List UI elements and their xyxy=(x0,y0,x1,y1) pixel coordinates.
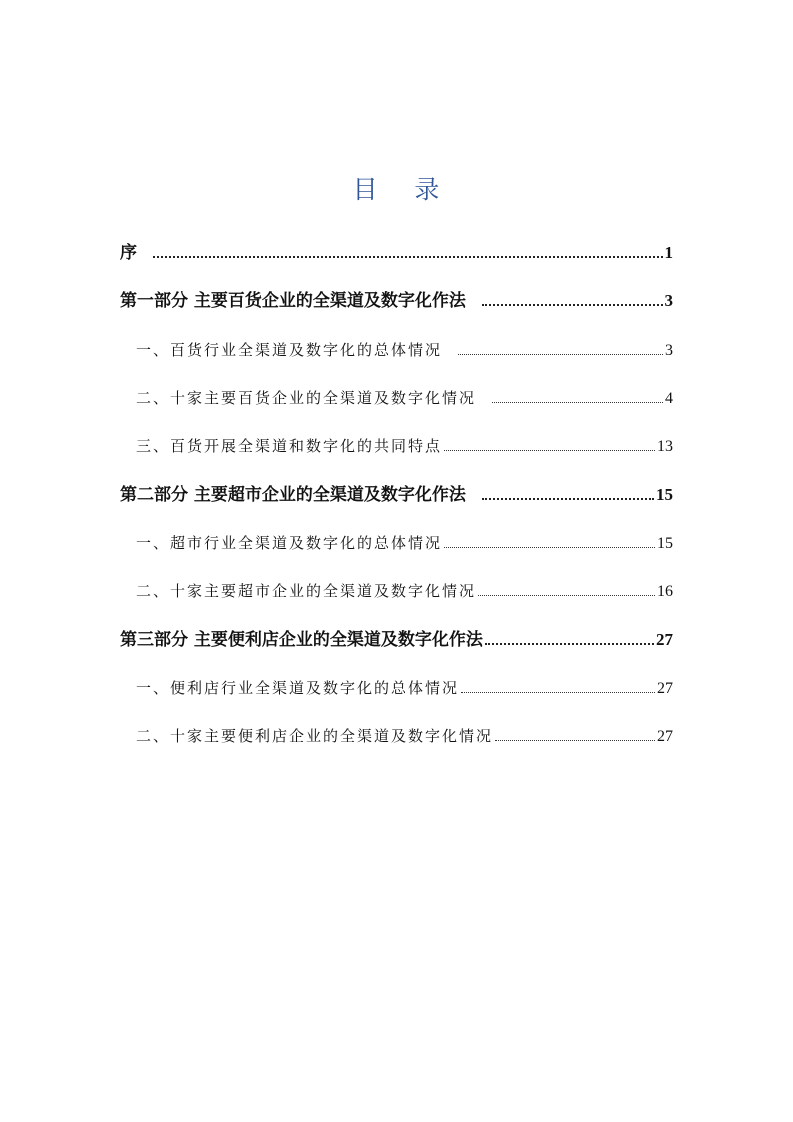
toc-entry-label: 二、十家主要便利店企业的全渠道及数字化情况 xyxy=(136,727,494,745)
toc-entry-part-1-section-2[interactable] xyxy=(136,387,673,409)
toc-entry-label: 第一部分 主要百货企业的全渠道及数字化作法 xyxy=(120,291,466,311)
toc-entry-label: 序 xyxy=(120,243,137,263)
toc-page-number: 15 xyxy=(656,485,673,504)
toc-page-number: 1 xyxy=(664,243,673,262)
toc-entry-label: 第二部分 主要超市企业的全渠道及数字化作法 xyxy=(120,485,466,505)
toc-entry-label: 一、便利店行业全渠道及数字化的总体情况 xyxy=(136,679,460,697)
toc-page-number: 15 xyxy=(657,535,673,552)
toc-leader-dots xyxy=(153,255,663,258)
toc-entry-label: 二、十家主要超市企业的全渠道及数字化情况 xyxy=(136,582,477,600)
toc-entry-part-2-section-2[interactable] xyxy=(136,580,673,602)
toc-entry-part-2-section-1[interactable] xyxy=(136,532,673,554)
toc-entry-part-1[interactable] xyxy=(120,289,673,313)
toc-leader-dots xyxy=(485,642,654,645)
toc-entry-label: 一、百货行业全渠道及数字化的总体情况 xyxy=(136,341,443,359)
toc-page-number: 27 xyxy=(657,728,673,745)
toc-entry-part-3-section-1[interactable] xyxy=(136,677,673,699)
toc-entry-part-3-section-2[interactable] xyxy=(136,725,673,747)
toc-leader-dots xyxy=(458,353,663,355)
toc-entry-part-1-section-1[interactable] xyxy=(136,339,673,361)
toc-page-number: 3 xyxy=(664,291,673,310)
toc-entry-label: 第三部分 主要便利店企业的全渠道及数字化作法 xyxy=(120,630,483,650)
toc-entry-part-1-section-3[interactable] xyxy=(136,435,673,457)
toc-entry-part-2[interactable] xyxy=(120,483,673,507)
toc-leader-dots xyxy=(482,497,654,500)
toc-entry-part-3[interactable] xyxy=(120,628,673,652)
toc-leader-dots xyxy=(482,303,663,306)
toc-leader-dots xyxy=(444,449,655,451)
toc-page-number: 13 xyxy=(657,438,673,455)
toc-page-number: 3 xyxy=(665,342,673,359)
toc-leader-dots xyxy=(492,401,663,403)
toc-entry-label: 一、超市行业全渠道及数字化的总体情况 xyxy=(136,534,443,552)
toc-leader-dots xyxy=(444,546,655,548)
toc-leader-dots xyxy=(461,691,655,693)
toc-leader-dots xyxy=(495,739,655,741)
toc-page-number: 16 xyxy=(657,583,673,600)
toc-page-number: 4 xyxy=(665,390,673,407)
toc-title: 目 录 xyxy=(352,175,441,204)
toc-entry-label: 二、十家主要百货企业的全渠道及数字化情况 xyxy=(136,389,477,407)
toc-page-number: 27 xyxy=(656,630,673,649)
toc-leader-dots xyxy=(478,594,655,596)
toc-entry-preface[interactable] xyxy=(120,241,673,265)
toc-page-number: 27 xyxy=(657,680,673,697)
toc-entry-label: 三、百货开展全渠道和数字化的共同特点 xyxy=(136,437,443,455)
